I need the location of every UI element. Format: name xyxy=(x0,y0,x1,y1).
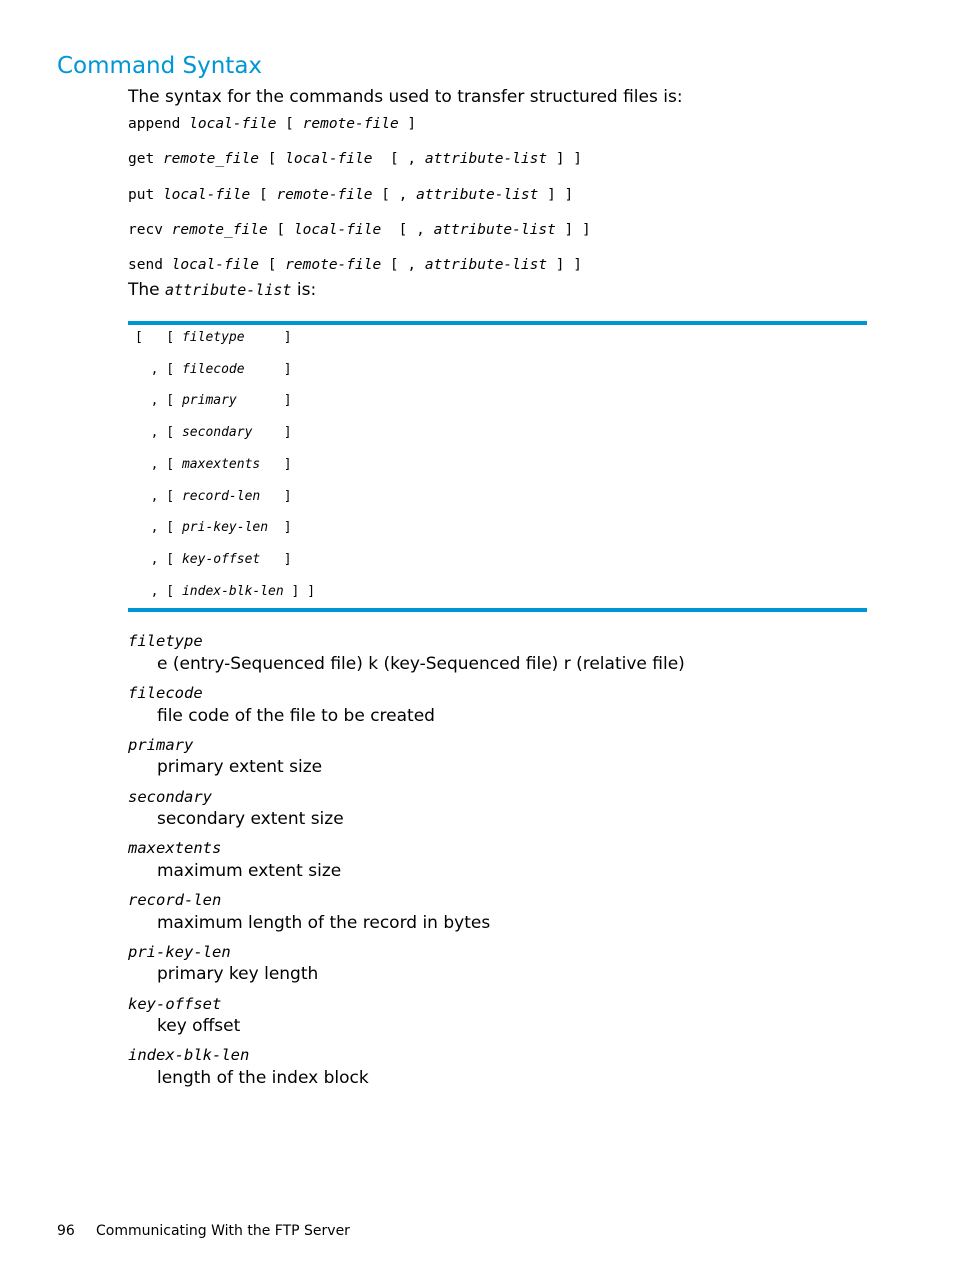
attr-name: filecode xyxy=(181,362,245,377)
attr-bracket: ] xyxy=(260,489,292,504)
command-arg: local-file xyxy=(171,257,259,273)
definition-desc: secondary extent size xyxy=(157,809,344,829)
command-arg: remote_file xyxy=(171,222,268,238)
attr-intro-code: attribute-list xyxy=(165,281,292,299)
attr-bracket: , [ xyxy=(135,520,182,535)
attr-name: maxextents xyxy=(181,457,261,472)
page-footer xyxy=(57,1223,350,1239)
definition-term: primary xyxy=(128,736,194,754)
attr-bracket: , [ xyxy=(135,489,182,504)
attr-name: pri-key-len xyxy=(181,520,269,535)
section-heading: Command Syntax xyxy=(57,53,263,79)
attr-bracket: ] xyxy=(252,425,292,440)
command-syntax: ] ] xyxy=(555,222,591,238)
attribute-list-intro xyxy=(128,280,316,300)
attr-bracket: , [ xyxy=(135,425,182,440)
definition-term: maxextents xyxy=(128,839,222,857)
command-syntax: [ , xyxy=(372,151,425,167)
attribute-line xyxy=(135,520,292,535)
definition-desc: maximum length of the record in bytes xyxy=(157,913,491,933)
attribute-line xyxy=(135,457,292,472)
attribute-line xyxy=(135,330,292,345)
command-syntax: [ xyxy=(258,151,286,167)
attr-bracket: ] xyxy=(260,457,292,472)
command-line-append xyxy=(128,116,416,132)
attr-bracket: ] xyxy=(268,520,292,535)
page-number: 96 xyxy=(57,1223,75,1239)
command-line-send xyxy=(128,257,582,273)
definition-term: index-blk-len xyxy=(128,1046,250,1064)
command-name: send xyxy=(128,257,163,273)
attr-bracket: , [ xyxy=(135,362,182,377)
definition-desc: file code of the file to be created xyxy=(157,706,435,726)
attr-name: filetype xyxy=(181,330,245,345)
attr-name: index-blk-len xyxy=(181,584,284,599)
top-rule xyxy=(128,321,867,325)
command-arg: remote-file xyxy=(285,257,382,273)
definition-term: filetype xyxy=(128,632,203,650)
definition-desc: primary key length xyxy=(157,964,319,984)
command-arg: remote-file xyxy=(276,187,373,203)
definition-desc: key offset xyxy=(157,1016,241,1036)
command-syntax: ] ] xyxy=(547,257,582,273)
command-arg: local-file xyxy=(162,187,251,203)
command-arg: attribute-list xyxy=(433,222,556,238)
definition-desc: e (entry-Sequenced file) k (key-Sequenced file) r (relative file) xyxy=(157,654,685,674)
command-arg: attribute-list xyxy=(424,151,548,167)
command-syntax: ] ] xyxy=(538,187,574,203)
command-syntax: [ xyxy=(258,257,286,273)
command-arg: remote_file xyxy=(162,151,259,167)
attr-name: record-len xyxy=(181,489,261,504)
attr-intro-text: The xyxy=(128,280,166,300)
command-line-put xyxy=(128,187,573,203)
command-arg: attribute-list xyxy=(424,257,548,273)
attr-bracket: , [ xyxy=(135,584,182,599)
definition-term: record-len xyxy=(128,891,222,909)
attr-bracket: ] ] xyxy=(283,584,316,599)
attr-bracket: ] xyxy=(260,552,292,567)
command-arg: local-file xyxy=(293,222,382,238)
command-arg: remote-file xyxy=(302,116,399,132)
attr-bracket: , [ xyxy=(135,457,182,472)
intro-text: The syntax for the commands used to transfer structured files is: xyxy=(128,87,683,107)
attr-name: key-offset xyxy=(181,552,261,567)
command-arg: attribute-list xyxy=(416,187,539,203)
definition-term: pri-key-len xyxy=(128,943,231,961)
definition-desc: length of the index block xyxy=(157,1068,369,1088)
command-syntax: [ , xyxy=(372,187,417,203)
attr-name: primary xyxy=(181,393,237,408)
command-line-recv xyxy=(128,222,591,238)
attribute-line xyxy=(135,362,292,377)
command-syntax: [ xyxy=(276,116,303,132)
attribute-line xyxy=(135,489,292,504)
command-syntax: [ , xyxy=(381,222,434,238)
attribute-line xyxy=(135,552,292,567)
attribute-line xyxy=(135,393,292,408)
attr-intro-text: is: xyxy=(291,280,317,300)
command-name: put xyxy=(128,187,155,203)
definition-desc: primary extent size xyxy=(157,757,323,777)
attribute-line xyxy=(135,425,292,440)
definition-term: filecode xyxy=(128,684,203,702)
footer-title: Communicating With the FTP Server xyxy=(96,1223,350,1239)
attribute-line xyxy=(135,584,315,599)
command-name: append xyxy=(128,116,181,132)
command-name: get xyxy=(128,151,155,167)
attr-bracket: ] xyxy=(236,393,292,408)
command-line-get xyxy=(128,151,582,167)
attr-bracket: , [ xyxy=(135,393,182,408)
command-arg: local-file xyxy=(285,151,373,167)
attr-name: secondary xyxy=(181,425,253,440)
attr-bracket: [ [ xyxy=(135,330,182,345)
definition-term: key-offset xyxy=(128,995,222,1013)
command-name: recv xyxy=(128,222,163,238)
bottom-rule xyxy=(128,608,867,612)
attr-bracket: ] xyxy=(244,330,292,345)
command-syntax: [ xyxy=(250,187,277,203)
command-arg: local-file xyxy=(189,116,277,132)
command-syntax: [ xyxy=(267,222,294,238)
definition-desc: maximum extent size xyxy=(157,861,342,881)
command-syntax: ] ] xyxy=(547,151,583,167)
command-syntax: [ , xyxy=(381,257,425,273)
definition-term: secondary xyxy=(128,788,212,806)
attr-bracket: ] xyxy=(244,362,292,377)
attr-bracket: , [ xyxy=(135,552,182,567)
command-syntax: ] xyxy=(398,116,417,132)
